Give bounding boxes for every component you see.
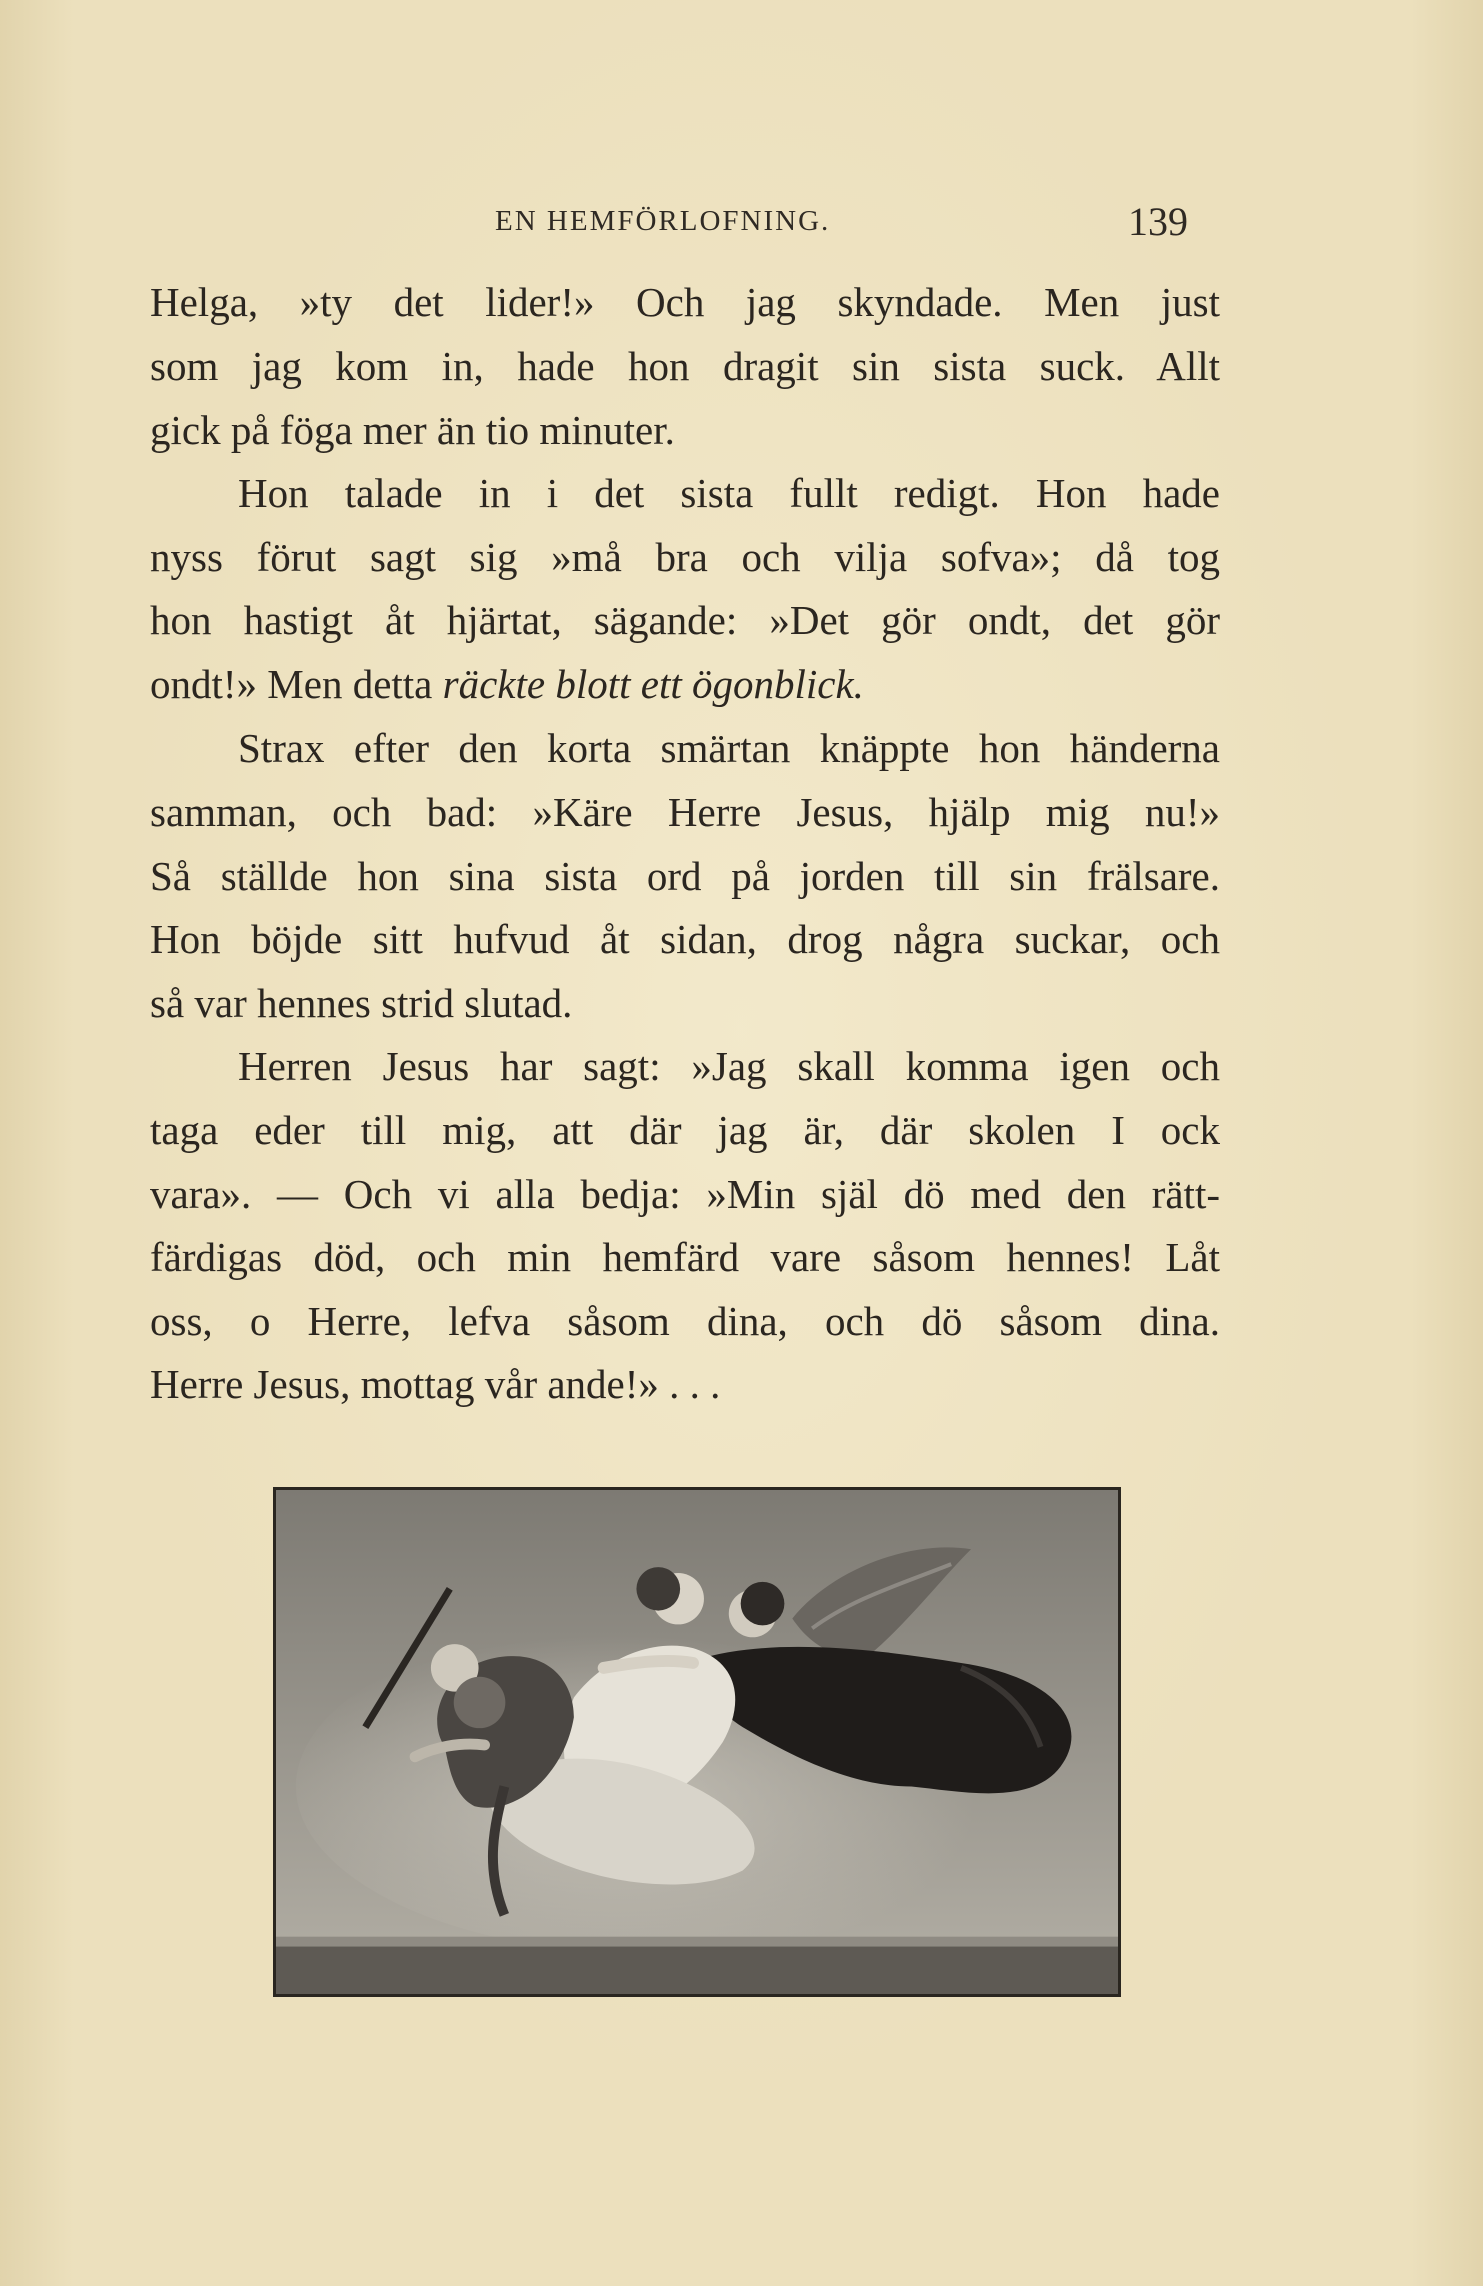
text-line-12: så var hennes strid slutad.: [150, 980, 573, 1026]
text-line-1: Helga, »ty det lider!» Och jag skyndade. Men just: [150, 279, 1220, 325]
horizon-land: [276, 1945, 1118, 1994]
hair-center: [636, 1567, 680, 1610]
text-line-6: hon hastigt åt hjärtat, sägande: »Det gör ondt, det gör: [150, 597, 1220, 643]
text-line-7: [150, 658, 1220, 710]
text-line-3: gick på föga mer än tio minuter.: [150, 407, 675, 453]
angels-illustration-svg: [276, 1490, 1118, 1994]
arm-center: [604, 1661, 693, 1668]
running-title: EN HEMFÖRLOFNING.: [495, 205, 831, 237]
text-line-16: färdigas död, och min hemfärd vare såsom hennes! Låt: [150, 1234, 1220, 1280]
hair-right: [741, 1582, 785, 1625]
text-line-8: Strax efter den korta smärtan knäppte hon händerna: [238, 725, 1220, 771]
text-line-4: Hon talade in i det sista fullt redigt. Hon hade: [238, 470, 1220, 516]
text-line-17: oss, o Herre, lefva såsom dina, och dö såsom dina.: [150, 1298, 1220, 1344]
text-line-9: samman, och bad: »Käre Herre Jesus, hjälp mig nu!»: [150, 789, 1220, 835]
text-line-7-roman: ondt!» Men detta: [150, 661, 433, 707]
angels-illustration: [273, 1487, 1121, 1997]
text-line-15: vara». — Och vi alla bedja: »Min själ dö med den rätt-: [150, 1171, 1220, 1217]
text-line-14: taga eder till mig, att där jag är, där skolen I ock: [150, 1107, 1220, 1153]
text-line-11: Hon böjde sitt hufvud åt sidan, drog några suckar, och: [150, 916, 1220, 962]
text-line-2: som jag kom in, hade hon dragit sin sista suck. Allt: [150, 343, 1220, 389]
text-line-13: Herren Jesus har sagt: »Jag skall komma igen och: [238, 1043, 1220, 1089]
page-number: 139: [1128, 199, 1188, 244]
text-line-10: Så ställde hon sina sista ord på jorden till sin frälsare.: [150, 853, 1220, 899]
head-bearded: [454, 1677, 506, 1728]
horizon-haze: [276, 1937, 1118, 1947]
italic-phrase: räckte blott ett ögonblick.: [442, 661, 864, 707]
text-line-18: Herre Jesus, mottag vår ande!» . . .: [150, 1361, 721, 1407]
text-line-5: nyss förut sagt sig »må bra och vilja sofva»; då tog: [150, 534, 1220, 580]
